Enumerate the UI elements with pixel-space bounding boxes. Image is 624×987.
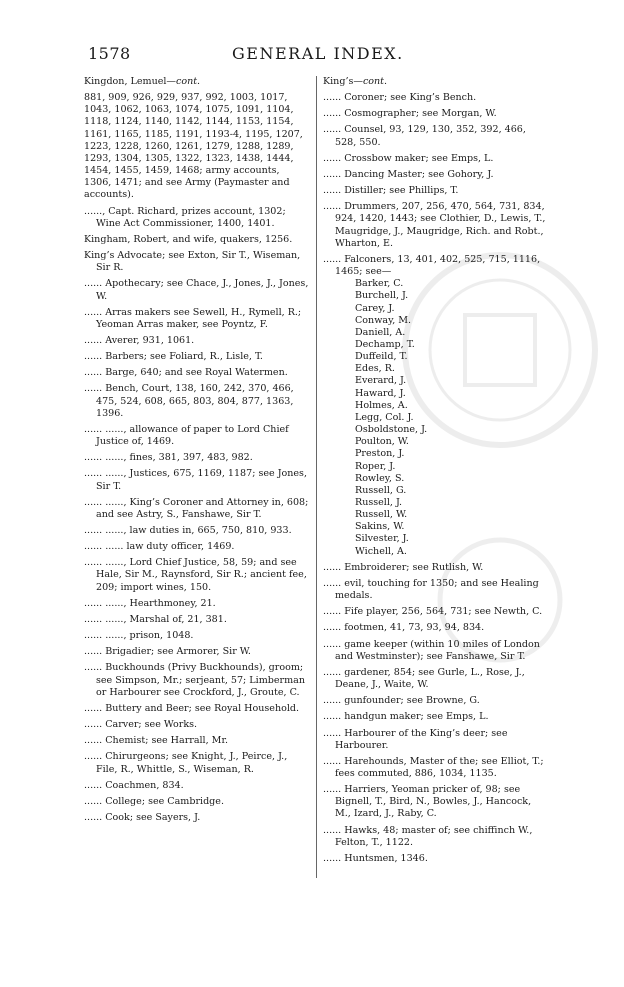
index-entry: ...... Drummers, 207, 256, 470, 564, 731, 834, 924, 1420, 1443; see Clothier, D., Lewis, T., Maugridge, J., Maugridge, Rich. and Robt., Wharton, E.: [323, 201, 546, 249]
list-item: Sakins, W.: [355, 521, 405, 533]
index-entry: ...... ......, prison, 1048.: [84, 630, 194, 642]
list-item: Daniell, A.: [355, 326, 406, 338]
index-entry: ...... Falconers, 13, 401, 402, 525, 715, 1116, 1465; see—: [323, 253, 541, 278]
list-item: Roper, J.: [355, 460, 396, 472]
index-entry: ...... Bench, Court, 138, 160, 242, 370, 466, 475, 524, 608, 665, 803, 804, 877, 1363, 1396.: [84, 383, 294, 419]
index-entry: ...... Brigadier; see Armorer, Sir W.: [84, 646, 251, 658]
index-entry: 881, 909, 926, 929, 937, 992, 1003, 1017, 1043, 1062, 1063, 1074, 1075, 1091, 1104, 1118, 1124, 1140, 1142, 1144, 1153, 1154, 1161, 1165, 1185, 1191, 1193-4, 1195, 1207, 1223, 1228, 1260, 1261, 1279, 1288, 1289, 1293, 1304, 1305, 1322, 1323, 1438, 1444, 1454, 1455, 1459, 1468; army accounts, 1306, 1471; and see Army (Paymaster and accounts).: [84, 92, 303, 201]
index-entry: ...... ...... law duty officer, 1469.: [84, 541, 235, 553]
index-entry: ...... gunfounder; see Browne, G.: [323, 695, 480, 707]
index-entry: ...... Barge, 640; and see Royal Watermen.: [84, 367, 288, 379]
index-entry: ...... ......, King’s Coroner and Attorney in, 608; and see Astry, S., Fanshawe, Sir T.: [84, 496, 309, 520]
index-entry: ...... Arras makers see Sewell, H., Rymell, R.; Yeoman Arras maker, see Poyntz, F.: [84, 306, 302, 330]
list-item: Haward, J.: [355, 387, 406, 399]
index-entry: ...... ......, allowance of paper to Lord Chief Justice of, 1469.: [84, 423, 289, 448]
page-header: [0, 44, 624, 66]
index-entry: ...... Carver; see Works.: [84, 719, 198, 731]
list-item: Burchell, J.: [355, 290, 409, 302]
list-item: Silvester, J.: [355, 533, 409, 545]
index-entry: ...... Apothecary; see Chace, J., Jones, J., Jones, W.: [84, 278, 309, 302]
falconer-name-list: [323, 278, 548, 558]
index-entry: ...... Chemist; see Harrall, Mr.: [84, 735, 229, 747]
index-entry: ...... ......, Marshal of, 21, 381.: [84, 613, 227, 625]
index-entry: ...... Counsel, 93, 129, 130, 352, 392, 466, 528, 550.: [323, 124, 526, 148]
index-entry: ...... Coachmen, 834.: [84, 779, 184, 791]
index-entry: ...... Harriers, Yeoman pricker of, 98; see Bignell, T., Bird, N., Bowles, J., Hancock, M., Izard, J., Raby, C.: [323, 784, 532, 820]
left-column: [84, 76, 309, 828]
index-entry: ...... Chirurgeons; see Knight, J., Peirce, J., File, R., Whittle, S., Wiseman, R.: [84, 751, 288, 775]
list-item: Barker, C.: [355, 278, 404, 290]
index-entry: ...... Averer, 931, 1061.: [84, 334, 195, 346]
list-item: Edes, R.: [355, 363, 395, 375]
index-entry: ...... gardener, 854; see Gurle, L., Rose, J., Deane, J., Waite, W.: [323, 666, 525, 691]
index-entry: ...... Cook; see Sayers, J.: [84, 811, 201, 823]
list-item: Dechamp, T.: [355, 338, 415, 350]
index-entry: ...... Fife player, 256, 564, 731; see Newth, C.: [323, 606, 543, 618]
list-item: Poulton, W.: [355, 436, 409, 448]
list-item: Everard, J.: [355, 375, 407, 387]
index-entry: ...... Harehounds, Master of the; see Elliot, T.; fees commuted, 886, 1034, 1135.: [323, 755, 544, 779]
index-entry-heading: Kingdon, Lemuel—cont.: [84, 76, 201, 87]
list-item: Rowley, S.: [355, 472, 405, 484]
list-item: Osboldstone, J.: [355, 424, 428, 436]
index-entry: ...... Barbers; see Foliard, R., Lisle, T.: [84, 351, 263, 363]
list-item: Legg, Col. J.: [355, 411, 414, 423]
list-item: Conway, M.: [355, 314, 412, 326]
index-entry-heading: King’s—cont.: [323, 76, 388, 87]
running-title: GENERAL INDEX.: [232, 44, 404, 63]
index-entry: Kingham, Robert, and wife, quakers, 1256.: [84, 233, 293, 245]
list-item: Russell, J.: [355, 497, 403, 508]
index-entry: ...... College; see Cambridge.: [84, 795, 224, 807]
column-divider: [316, 76, 317, 878]
list-item: Russell, G.: [355, 484, 407, 496]
index-entry: ...... Hawks, 48; master of; see chiffinch W., Felton, T., 1122.: [323, 824, 533, 848]
index-entry: ...... ......, Hearthmoney, 21.: [84, 597, 216, 609]
index-entry: ...... game keeper (within 10 miles of London and Westminster); see Fanshawe, Sir T.: [323, 638, 540, 662]
index-entry: ...... ......, Lord Chief Justice, 58, 59; and see Hale, Sir M., Raynsford, Sir R.; ancient fee, 209; import wines, 150.: [84, 557, 307, 593]
index-entry: ...... footmen, 41, 73, 93, 94, 834.: [323, 622, 485, 634]
list-item: Duffeild, T.: [355, 351, 408, 363]
index-entry: ...... handgun maker; see Emps, L.: [323, 711, 489, 723]
list-item: Wichell, A.: [355, 545, 407, 557]
index-entry: ...... ......, fines, 381, 397, 483, 982.: [84, 452, 253, 464]
index-entry: ...... Cosmographer; see Morgan, W.: [323, 108, 497, 120]
index-entry: ...... Crossbow maker; see Emps, L.: [323, 152, 494, 164]
page-number: 1578: [88, 44, 131, 63]
right-column: [323, 76, 548, 869]
index-entry: ...... evil, touching for 1350; and see Healing medals.: [323, 577, 539, 602]
index-entry: ...... ......, law duties in, 665, 750, 810, 933.: [84, 525, 292, 536]
index-entry: ...... Huntsmen, 1346.: [323, 852, 428, 864]
list-item: Carey, J.: [355, 302, 395, 314]
index-entry: ...... Coroner; see King’s Bench.: [323, 92, 477, 104]
index-entry: ...... Buckhounds (Privy Buckhounds), groom; see Simpson, Mr.; serjeant, 57; Limberman or Harbourer see Crockford, J., Groute, C.: [84, 662, 305, 698]
index-entry: ...... Distiller; see Phillips, T.: [323, 185, 459, 197]
index-entry: ......, Capt. Richard, prizes account, 1302; Wine Act Commissioner, 1400, 1401.: [84, 205, 286, 229]
index-entry: ...... ......, Justices, 675, 1169, 1187; see Jones, Sir T.: [84, 468, 307, 492]
index-entry: King’s Advocate; see Exton, Sir T., Wiseman, Sir R.: [84, 250, 301, 274]
list-item: Preston, J.: [355, 448, 405, 460]
index-entry: ...... Dancing Master; see Gohory, J.: [323, 168, 494, 180]
list-item: Holmes, A.: [355, 399, 408, 411]
list-item: Russell, W.: [355, 509, 408, 521]
index-entry: ...... Harbourer of the King’s deer; see Harbourer.: [323, 727, 508, 751]
index-entry: ...... Buttery and Beer; see Royal Household.: [84, 702, 300, 714]
index-entry: ...... Embroiderer; see Rutlish, W.: [323, 561, 484, 573]
